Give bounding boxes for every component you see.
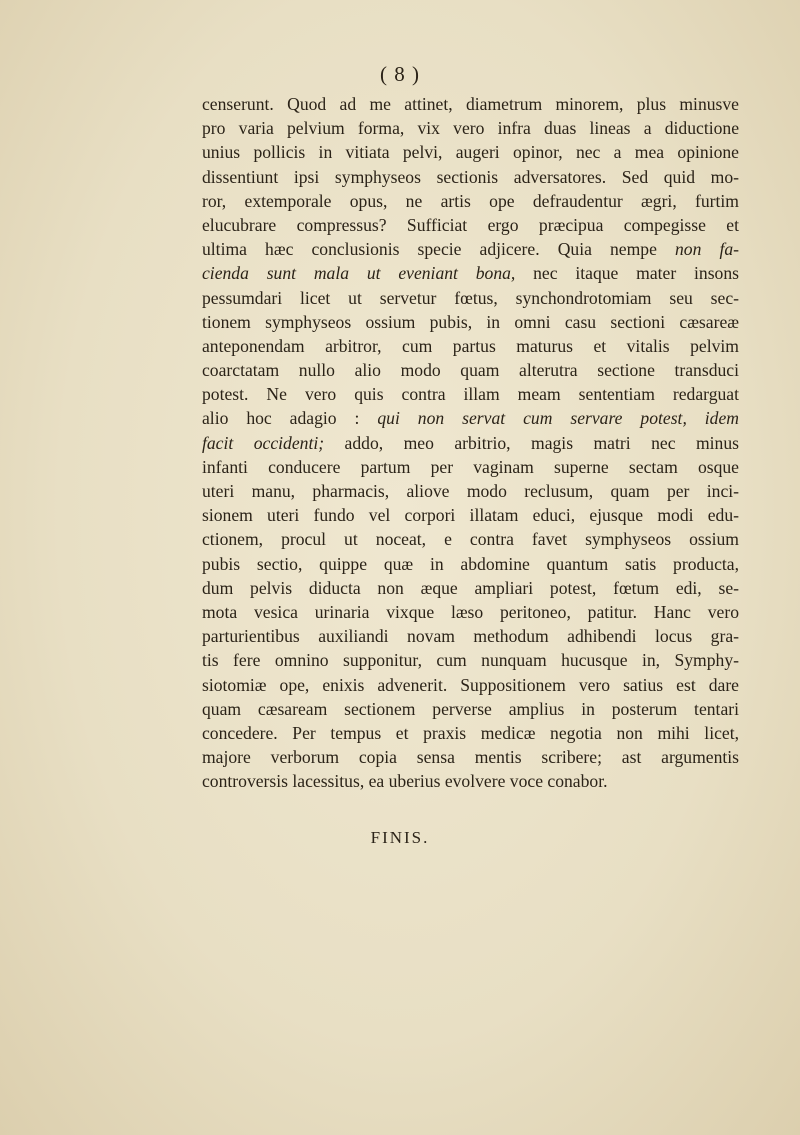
text-segment: pro varia pelvium forma, vix vero infra duas lineas a diductione xyxy=(202,118,739,139)
text-segment: censerunt. Quod ad me attinet, diametrum minorem, plus minusve xyxy=(202,94,739,114)
text-line xyxy=(202,479,739,503)
text-line xyxy=(202,431,739,455)
page-number: ( 8 ) xyxy=(380,62,420,86)
text-line xyxy=(202,769,739,793)
text-line xyxy=(202,455,739,479)
text-segment: ror, extemporale opus, ne artis ope defraudentur ægri, furtim xyxy=(202,190,739,211)
text-segment: concedere. Per tempus et praxis medicæ negotia non mihi licet, xyxy=(202,722,739,743)
text-segment: controversis lacessitus, ea uberius evolvere voce conabor. xyxy=(202,771,608,792)
text-line xyxy=(202,527,739,551)
text-line xyxy=(202,310,739,334)
text-segment: dissentiunt ipsi symphyseos sectionis adversatores. Sed quid mo- xyxy=(202,166,739,187)
text-line xyxy=(202,358,739,382)
text-line xyxy=(202,648,739,672)
text-segment: ctionem, procul ut noceat, e contra favet symphyseos ossium xyxy=(202,529,739,550)
text-line xyxy=(202,140,739,164)
text-line xyxy=(202,382,739,406)
italic-phrase: cienda sunt mala ut eveniant bona, xyxy=(202,263,516,284)
text-segment: ultima hæc conclusionis specie adjicere. Quia nempe xyxy=(202,239,675,260)
text-line xyxy=(202,261,739,285)
italic-phrase: facit occidenti; xyxy=(202,432,325,453)
text-line xyxy=(202,721,739,745)
text-segment: unius pollicis in vitiata pelvi, augeri opinor, nec a mea opinione xyxy=(202,142,739,163)
italic-phrase: non fa- xyxy=(674,239,739,260)
text-line xyxy=(202,576,739,600)
text-line xyxy=(202,697,739,721)
text-segment: dum pelvis diducta non æque ampliari potest, fœtum edi, se- xyxy=(202,577,739,598)
text-segment: coarctatam nullo alio modo quam alterutra sectione transduci xyxy=(202,360,739,381)
text-line xyxy=(202,552,739,576)
text-line xyxy=(202,745,739,769)
text-line xyxy=(202,503,739,527)
text-line xyxy=(202,213,739,237)
text-line xyxy=(202,189,739,213)
text-segment: quam cæsaream sectionem perverse amplius in posterum tentari xyxy=(202,698,739,719)
text-segment: anteponendam arbitror, cum partus maturus et vitalis pelvim xyxy=(202,335,739,356)
finis-heading: FINIS. xyxy=(370,828,430,847)
text-segment: alio hoc adagio : xyxy=(202,408,378,429)
text-line xyxy=(202,600,739,624)
text-segment: pessumdari licet ut servetur fœtus, synchondrotomiam seu sec- xyxy=(202,287,739,308)
text-segment: tis fere omnino supponitur, cum nunquam hucusque in, Symphy- xyxy=(202,650,739,671)
text-line xyxy=(202,237,739,261)
text-segment: majore verborum copia sensa mentis scribere; ast argumentis xyxy=(202,747,739,768)
text-segment: pubis sectio, quippe quæ in abdomine quantum satis producta, xyxy=(202,553,739,574)
text-segment: infanti conducere partum per vaginam superne sectam osque xyxy=(202,456,739,477)
text-segment: elucubrare compressus? Sufficiat ergo præcipua compegisse et xyxy=(202,214,739,235)
text-segment: tionem symphyseos ossium pubis, in omni casu sectioni cæsareæ xyxy=(202,311,739,332)
text-line xyxy=(202,334,739,358)
italic-phrase: qui non servat cum servare potest, idem xyxy=(377,408,739,429)
text-line xyxy=(202,286,739,310)
text-line xyxy=(202,406,739,430)
text-line xyxy=(202,92,739,116)
text-segment: parturientibus auxiliandi novam methodum adhibendi locus gra- xyxy=(202,626,739,647)
text-line xyxy=(202,165,739,189)
text-segment: nec itaque mater insons xyxy=(515,263,739,284)
text-segment: sionem uteri fundo vel corpori illatam educi, ejusque modi edu- xyxy=(202,505,739,526)
text-segment: potest. Ne vero quis contra illam meam sententiam redarguat xyxy=(202,384,739,405)
text-line xyxy=(202,116,739,140)
text-line xyxy=(202,673,739,697)
text-segment: siotomiæ ope, enixis advenerit. Suppositionem vero satius est dare xyxy=(202,674,739,695)
body-text xyxy=(202,92,739,793)
text-segment: mota vesica urinaria vixque læso peritoneo, patitur. Hanc vero xyxy=(202,601,739,622)
text-segment: uteri manu, pharmacis, aliove modo reclusum, quam per inci- xyxy=(202,481,739,501)
text-line xyxy=(202,624,739,648)
text-segment: addo, meo arbitrio, magis matri nec minus xyxy=(324,432,739,453)
